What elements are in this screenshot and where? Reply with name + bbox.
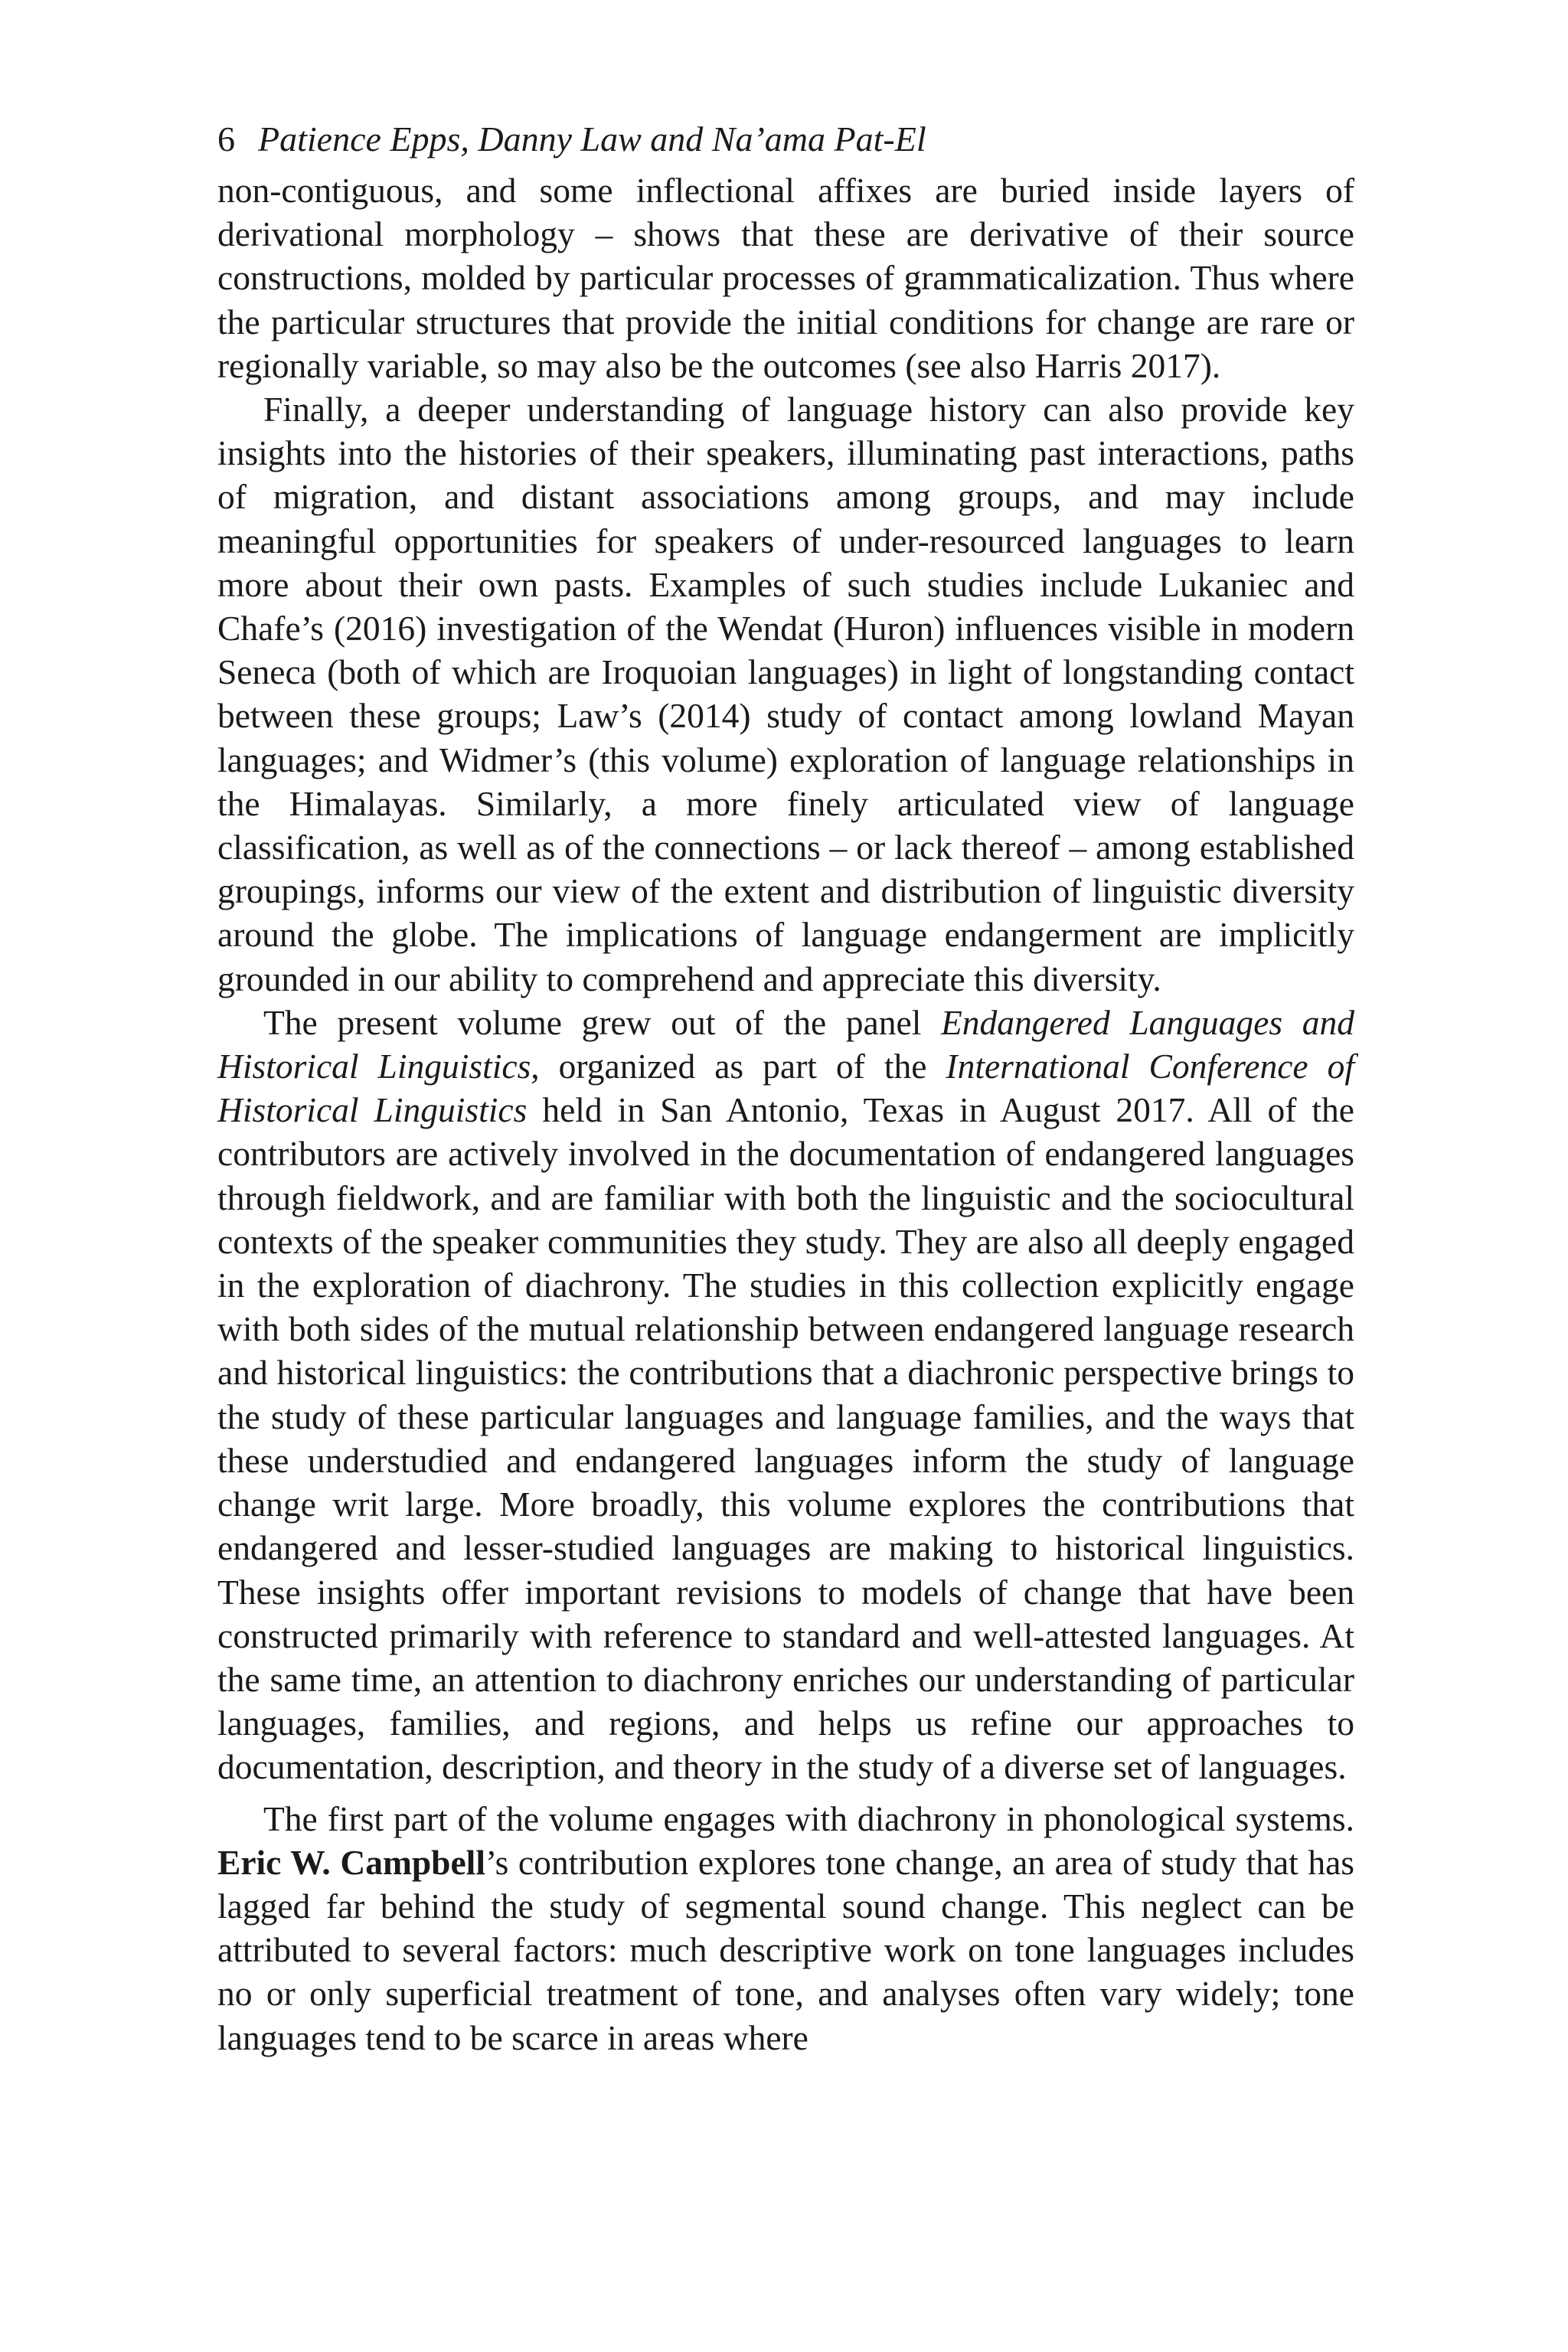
paragraph-3-text-3: held in San Antonio, Texas in August 2017. All of the contributors are actively involved in the documentation of endangered languages through fieldwork, and are familiar with both the linguistic and the sociocultural contexts of the speaker communities they study. They are also all deeply engaged in the exploration of diachrony. The studies in this collection explicitly engage with both sides of the mutual relationship between endangered language research and historical linguistics: the contributions that a diachronic perspective brings to the study of these particular languages and language families, and the ways that these understudied and endangered languages inform the study of language change writ large. More broadly, this volume explores the contributions that endangered and lesser-studied languages are making to historical linguistics. These insights offer important revisions to models of change that have been constructed primarily with reference to standard and well-attested languages. At the same time, an attention to diachrony enriches our understanding of particular languages, families, and regions, and helps us refine our approaches to documentation, description, and theory in the study of a diverse set of languages. [217,1090,1354,1787]
contributor-name: Eric W. Campbell [217,1842,485,1882]
paragraph-4 [217,1797,1354,2060]
body-text [217,168,1354,2060]
running-head [217,115,1354,164]
paragraph-4-text-2: ’s contribution explores tone change, an area of study that has lagged far behind the study of segmental sound change. This neglect can be attributed to several factors: much descriptive work on tone languages includes no or only superficial treatment of tone, and analyses often vary widely; tone languages tend to be scarce in areas where [217,1842,1354,2057]
paragraph-3-text-1: The present volume grew out of the panel [263,1002,941,1042]
running-head-authors: Patience Epps, Danny Law and Na’ama Pat-El [258,119,926,158]
book-page [217,115,1354,2060]
paragraph-3 [217,1001,1354,1789]
paragraph-3-text-2: , organized as part of the [531,1047,946,1086]
paragraph-1: non-contiguous, and some inflectional affixes are buried inside layers of derivational morphology – shows that these are derivative of their source constructions, molded by particular processes of grammaticalization. Thus where the particular structures that provide the initial conditions for change are rare or regionally variable, so may also be the outcomes (see also Harris 2017). [217,171,1354,385]
paragraph-4-text-1: The first part of the volume engages with diachrony in phonological systems. [263,1798,1354,1838]
paragraph-2: Finally, a deeper understanding of language history can also provide key insights into the histories of their speakers, illuminating past interactions, paths of migration, and distant associations among groups, and may include meaningful opportunities for speakers of under-resourced languages to learn more about their own pasts. Examples of such studies include Lukaniec and Chafe’s (2016) investigation of the Wendat (Huron) influences visible in modern Seneca (both of which are Iroquoian languages) in light of longstanding contact between these groups; Law’s (2014) study of contact among lowland Mayan languages; and Widmer’s (this volume) exploration of language relationships in the Himalayas. Similarly, a more finely articulated view of language classification, as well as of the connections – or lack thereof – among established groupings, informs our view of the extent and distribution of linguistic diversity around the globe. The implications of language endangerment are implicitly grounded in our ability to comprehend and appreciate this diversity. [217,390,1354,998]
conference-title: International Conference of Historical Linguistics [217,1047,1354,1130]
page-number: 6 [217,119,235,158]
panel-title: Endangered Languages and Historical Linguistics [217,1002,1354,1086]
